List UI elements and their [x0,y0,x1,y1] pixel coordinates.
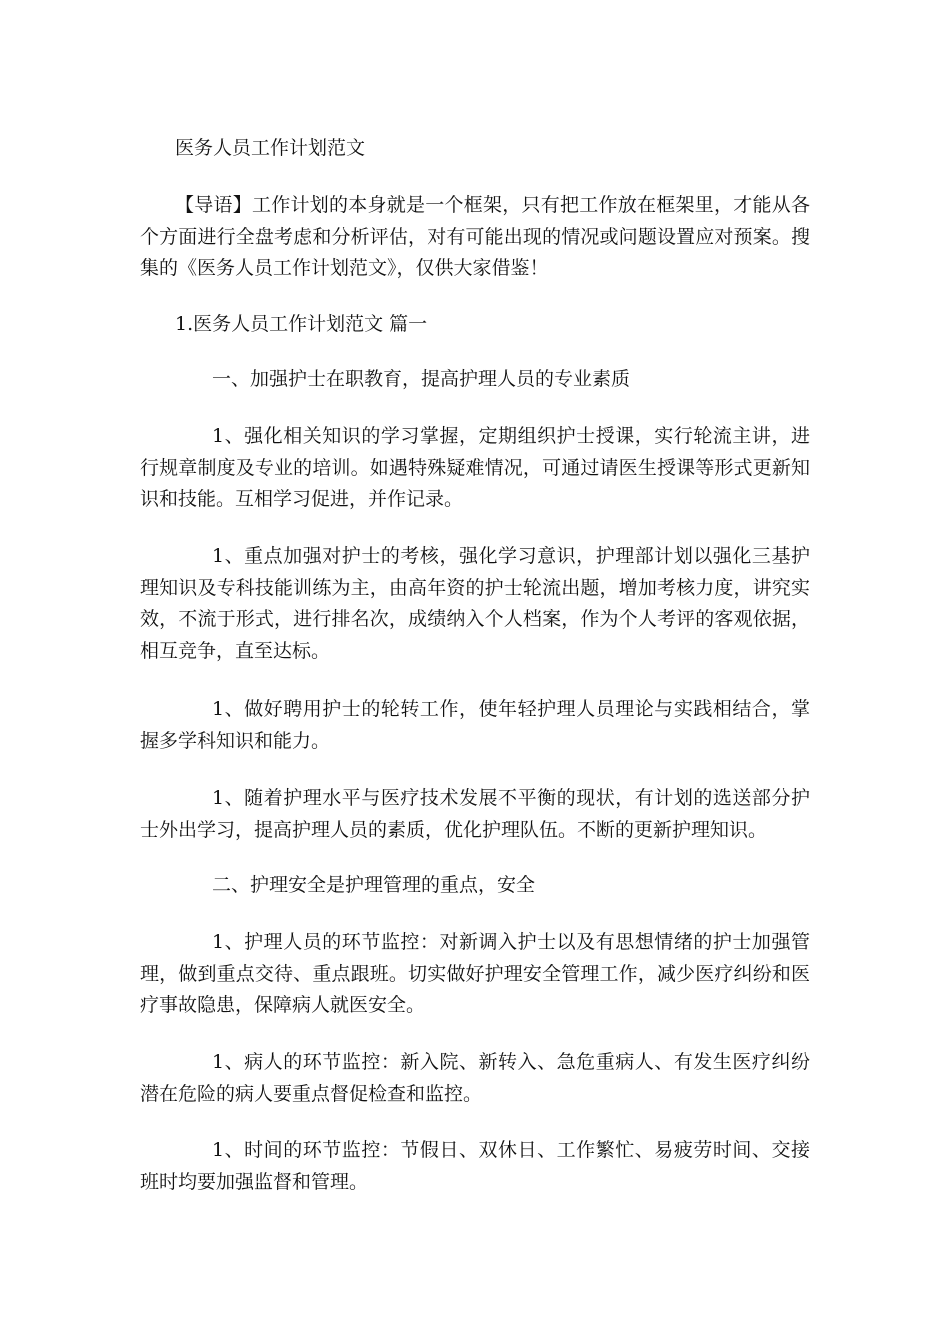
part2-item: 1、时间的环节监控：节假日、双休日、工作繁忙、易疲劳时间、交接班时均要加强监督和管理。 [140,1139,810,1193]
part2-item: 1、病人的环节监控：新入院、新转入、急危重病人、有发生医疗纠纷潜在危险的病人要重点督促检查和监控。 [140,1051,810,1105]
part1-heading: 一、加强护士在职教育，提高护理人员的专业素质 [212,368,631,390]
part1-item: 1、做好聘用护士的轮转工作，使年轻护理人员理论与实践相结合，掌握多学科知识和能力。 [140,698,810,752]
section-heading: 1.医务人员工作计划范文 篇一 [175,313,428,335]
part2-item: 1、护理人员的环节监控：对新调入护士以及有思想情绪的护士加强管理，做到重点交待、重点跟班。切实做好护理安全管理工作，减少医疗纠纷和医疗事故隐患，保障病人就医安全。 [140,931,810,1016]
document-title: 医务人员工作计划范文 [175,137,366,159]
part1-item: 1、强化相关知识的学习掌握，定期组织护士授课，实行轮流主讲，进行规章制度及专业的培训。如遇特殊疑难情况，可通过请医生授课等形式更新知识和技能。互相学习促进，并作记录。 [140,425,810,510]
part2-heading: 二、护理安全是护理管理的重点，安全 [212,874,536,896]
intro-paragraph: 【导语】工作计划的本身就是一个框架，只有把工作放在框架里，才能从各个方面进行全盘考虑和分析评估，对有可能出现的情况或问题设置应对预案。搜集的《医务人员工作计划范文》，仅供大家借鉴！ [140,194,810,279]
part1-item: 1、随着护理水平与医疗技术发展不平衡的现状，有计划的选送部分护士外出学习，提高护理人员的素质，优化护理队伍。不断的更新护理知识。 [140,787,810,841]
part1-item: 1、重点加强对护士的考核，强化学习意识，护理部计划以强化三基护理知识及专科技能训练为主，由高年资的护士轮流出题，增加考核力度，讲究实效，不流于形式，进行排名次，成绩纳入个人档案，作为个人考评的客观依据，相互竞争，直至达标。 [140,545,810,662]
